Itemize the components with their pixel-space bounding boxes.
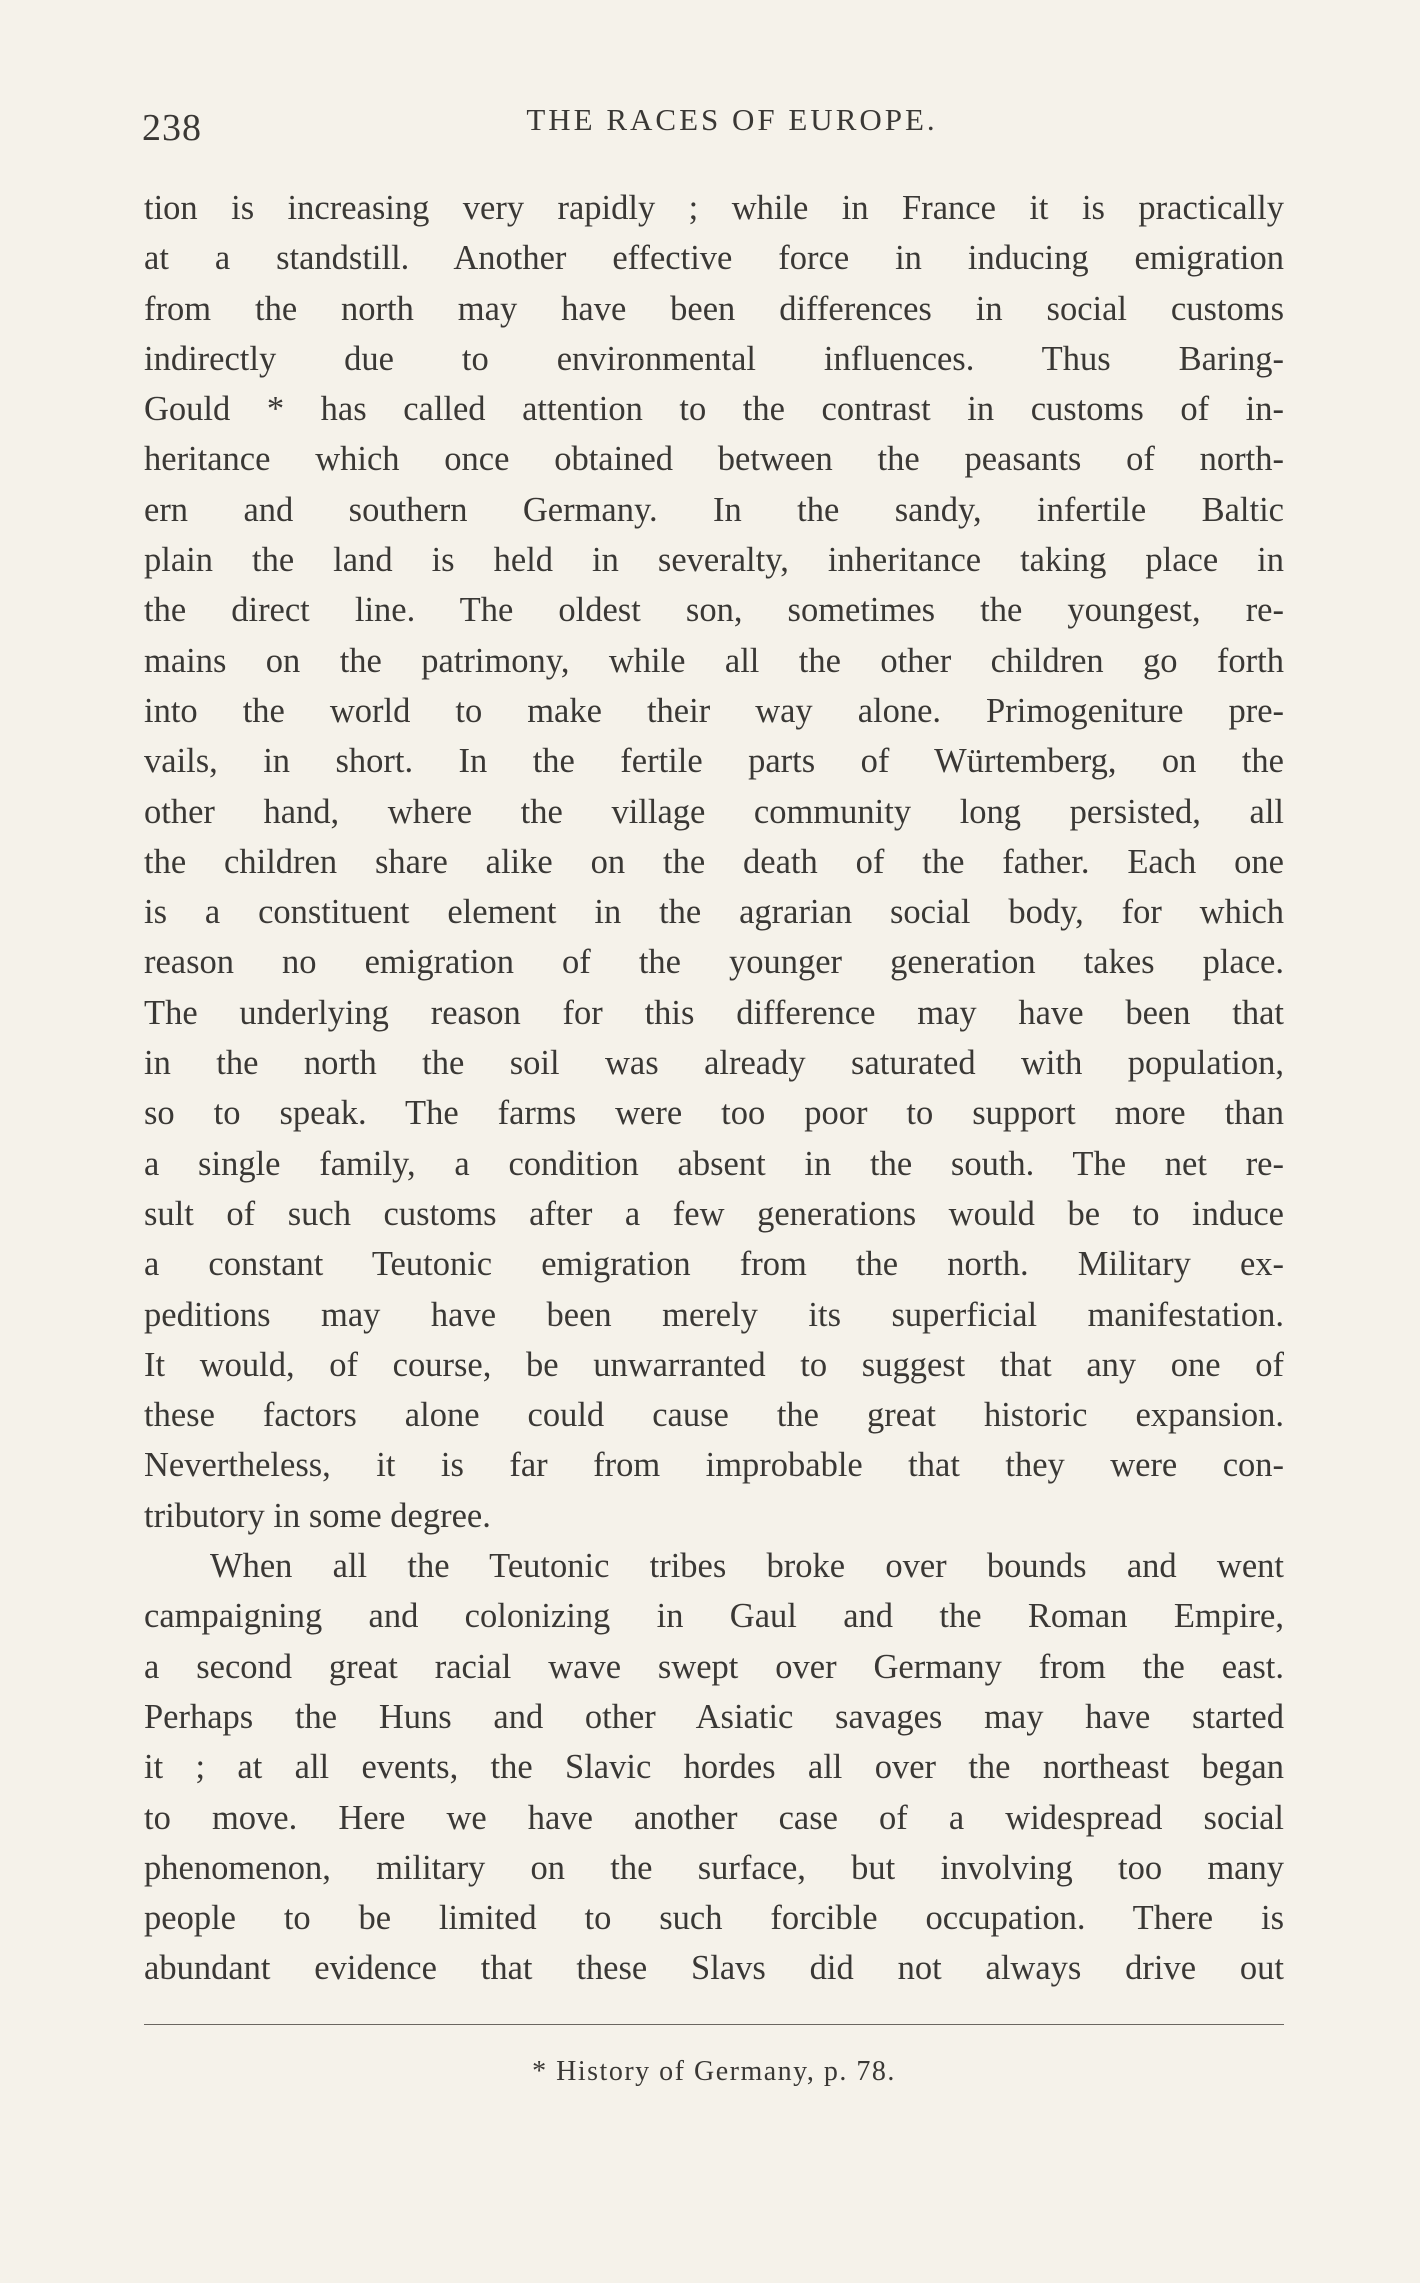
text-line: other hand, where the village community long persisted, all [144, 792, 1284, 831]
text-line: it ; at all events, the Slavic hordes all over the northeast began [144, 1748, 1284, 1787]
text-line: to move. Here we have another case of a widespread social [144, 1798, 1284, 1837]
text-line: Gould * has called attention to the contrast in customs of in- [144, 390, 1284, 429]
text-line: in the north the soil was already saturated with population, [144, 1044, 1284, 1083]
text-line: tion is increasing very rapidly ; while in France it is practically [144, 189, 1284, 227]
footnote-divider [144, 2024, 1284, 2025]
text-line: Perhaps the Huns and other Asiatic savages may have started [144, 1697, 1284, 1736]
page-header [142, 92, 1282, 152]
text-line: abundant evidence that these Slavs did not always drive out [144, 1949, 1284, 1988]
text-line: into the world to make their way alone. Primogeniture pre- [144, 691, 1284, 730]
text-line: phenomenon, military on the surface, but involving too many [144, 1848, 1284, 1887]
text-line: vails, in short. In the fertile parts of Würtemberg, on the [144, 742, 1284, 781]
text-line: the direct line. The oldest son, sometimes the youngest, re- [144, 591, 1284, 630]
paragraph-start-line: When all the Teutonic tribes broke over bounds and went [210, 1547, 1284, 1586]
text-line: plain the land is held in severalty, inheritance taking place in [144, 541, 1284, 580]
running-head: THE RACES OF EUROPE. [526, 102, 938, 137]
text-line: peditions may have been merely its superficial manifestation. [144, 1295, 1284, 1334]
text-line: The underlying reason for this difference may have been that [144, 993, 1284, 1032]
body-text [144, 183, 1284, 1994]
text-line: these factors alone could cause the great historic expansion. [144, 1396, 1284, 1435]
text-line: sult of such customs after a few generations would be to induce [144, 1194, 1284, 1233]
text-line: a single family, a condition absent in the south. The net re- [144, 1144, 1284, 1183]
text-line: is a constituent element in the agrarian social body, for which [144, 893, 1284, 932]
text-line: so to speak. The farms were too poor to support more than [144, 1094, 1284, 1133]
paragraph-end-line: tributory in some degree. [144, 1496, 491, 1535]
text-line: campaigning and colonizing in Gaul and the Roman Empire, [144, 1597, 1284, 1636]
text-line: mains on the patrimony, while all the other children go forth [144, 641, 1284, 680]
text-line: the children share alike on the death of the father. Each one [144, 842, 1284, 881]
text-line: ern and southern Germany. In the sandy, infertile Baltic [144, 490, 1284, 529]
text-line: a constant Teutonic emigration from the north. Military ex- [144, 1245, 1284, 1284]
text-line: from the north may have been differences in social customs [144, 289, 1284, 328]
text-line: Nevertheless, it is far from improbable that they were con- [144, 1446, 1284, 1485]
text-line: at a standstill. Another effective force in inducing emigration [144, 239, 1284, 278]
text-line: It would, of course, be unwarranted to suggest that any one of [144, 1345, 1284, 1384]
text-line: indirectly due to environmental influences. Thus Baring- [144, 339, 1284, 378]
text-line: reason no emigration of the younger generation takes place. [144, 943, 1284, 982]
footnote: * History of Germany, p. 78. [532, 2056, 896, 2087]
text-line: people to be limited to such forcible occupation. There is [144, 1899, 1284, 1938]
text-line: heritance which once obtained between the peasants of north- [144, 440, 1284, 479]
page-number: 238 [142, 107, 202, 149]
text-line: a second great racial wave swept over Germany from the east. [144, 1647, 1284, 1686]
